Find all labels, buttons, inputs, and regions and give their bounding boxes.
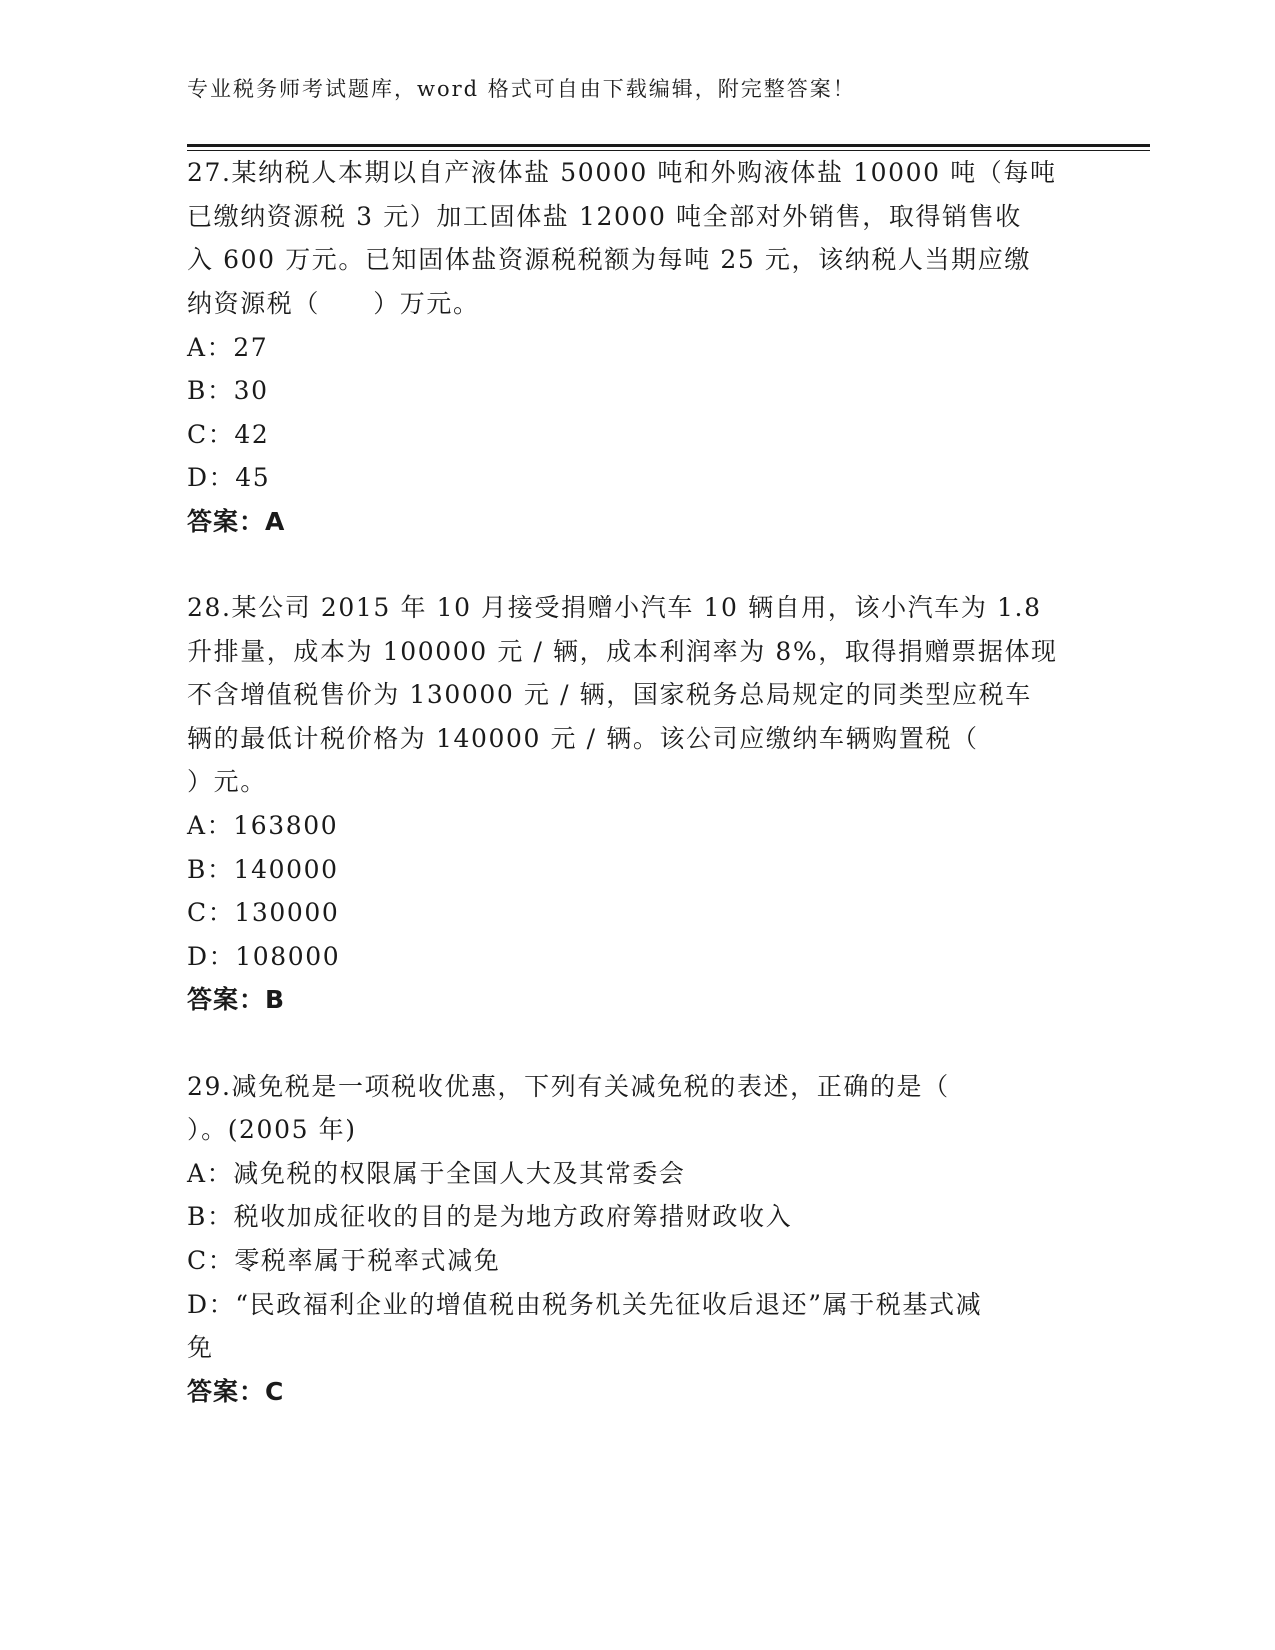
question-27-option-a: A：27 [187, 333, 269, 362]
question-27-line-4: 纳资源税（ ）万元。 [187, 289, 480, 318]
question-28-option-a: A：163800 [187, 811, 339, 840]
question-27-line-2: 已缴纳资源税 3 元）加工固体盐 12000 吨全部对外销售，取得销售收 [187, 202, 1022, 231]
header-rule-thick [187, 144, 1150, 147]
question-27-answer: 答案：A [187, 507, 286, 536]
question-28-line-2: 升排量，成本为 100000 元 / 辆，成本利润率为 8%，取得捐赠票据体现 [187, 637, 1058, 666]
question-27-option-c: C：42 [187, 420, 270, 449]
question-29-option-c: C：零税率属于税率式减免 [187, 1246, 501, 1275]
question-29-option-a: A：减免税的权限属于全国人大及其常委会 [187, 1159, 686, 1188]
question-29-line-2: ）。(2005 年) [187, 1115, 357, 1144]
question-28-line-5: ）元。 [187, 767, 267, 796]
question-28-line-4: 辆的最低计税价格为 140000 元 / 辆。该公司应缴纳车辆购置税（ [187, 724, 979, 753]
question-28-answer: 答案：B [187, 985, 286, 1014]
question-27-line-1: 27.某纳税人本期以自产液体盐 50000 吨和外购液体盐 10000 吨（每吨 [187, 158, 1057, 187]
question-29-option-d: D：“民政福利企业的增值税由税务机关先征收后退还”属于税基式减 [187, 1290, 983, 1319]
question-29-option-b: B：税收加成征收的目的是为地方政府筹措财政收入 [187, 1202, 793, 1231]
question-28-line-1: 28.某公司 2015 年 10 月接受捐赠小汽车 10 辆自用，该小汽车为 1.8 [187, 593, 1042, 622]
question-27-line-3: 入 600 万元。已知固体盐资源税税额为每吨 25 元，该纳税人当期应缴 [187, 245, 1031, 274]
page-header: 专业税务师考试题库，word 格式可自由下载编辑，附完整答案！ [187, 77, 856, 101]
question-27-option-b: B：30 [187, 376, 269, 405]
question-28-option-b: B：140000 [187, 855, 339, 884]
question-28-option-d: D：108000 [187, 942, 341, 971]
question-28-line-3: 不含增值税售价为 130000 元 / 辆，国家税务总局规定的同类型应税车 [187, 680, 1032, 709]
question-29-answer: 答案：C [187, 1377, 285, 1406]
question-27-option-d: D：45 [187, 463, 271, 492]
question-29-option-d-cont: 免 [187, 1333, 214, 1362]
question-29-line-1: 29.减免税是一项税收优惠，下列有关减免税的表述，正确的是（ [187, 1072, 950, 1101]
question-28-option-c: C：130000 [187, 898, 340, 927]
header-rule-thin [187, 150, 1150, 151]
